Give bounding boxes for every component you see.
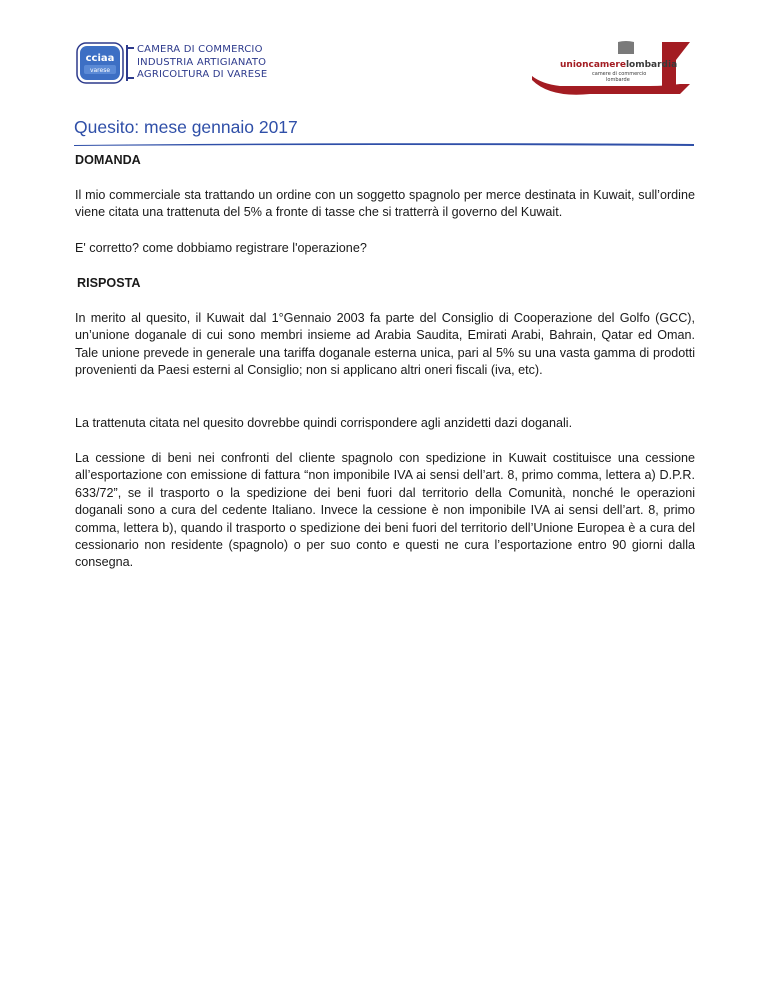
risposta-paragraph-2: La trattenuta citata nel quesito dovrebbe quindi corrispondere agli anzidetti dazi doganali. [75,416,573,430]
page-title: Quesito: mese gennaio 2017 [74,117,298,137]
risposta-paragraph-3: La cessione di beni nei confronti del cliente spagnolo con spedizione in Kuwait costituisce una cessione all’esportazione con emissione di fattura “non imponibile IVA ai sensi dell’art. 8, primo comma, lettera a) D.P.R. 633/72”, se il trasporto o la spedizione dei beni fuori dal territorio della Comunità, nonché le operazioni doganali sono a cura del cedente Italiano. Invece la cessione è non imponibile IVA ai sensi dell’art. 8, primo comma, lettera b), quando il trasporto o spedizione dei beni fuori del territorio dell’Unione Europea è a cura del cessionario non residente (spagnolo) o per suo conto e questi ne cura l’esportazione entro 90 giorni dalla consegna. [75,451,695,570]
brand-sub-1: camere di commercio [592,71,647,77]
chamber-line-2: INDUSTRIA ARTIGIANATO [137,56,267,68]
risposta-heading: RISPOSTA [77,276,141,290]
unioncamere-lombardia-logo [530,40,695,98]
chamber-name [137,44,267,82]
domanda-paragraph-1: Il mio commerciale sta trattando un ordine con un soggetto spagnolo per merce destinata in Kuwait, sull’ordine viene citata una trattenuta del 5% a fronte di tasse che si tratterrà il governo del Kuwait. [75,188,695,220]
domanda-heading: DOMANDA [75,153,141,167]
chamber-line-1: CAMERA DI COMMERCIO [137,44,263,55]
svg-text:unioncamerelombardia [560,60,677,70]
badge-top-text: cciaa [85,53,115,64]
brand-sub-2: lombarde [606,77,630,83]
brand-lombardia: lombardia [625,60,678,70]
domanda-paragraph-2: E' corretto? come dobbiamo registrare l'operazione? [75,241,367,255]
risposta-paragraph-1: In merito al quesito, il Kuwait dal 1°Gennaio 2003 fa parte del Consiglio di Cooperazione del Golfo (GCC), un’unione doganale di cui sono membri insieme ad Arabia Saudita, Emirati Arabi, Bahrain, Qatar ed Oman. Tale unione prevede in generale una tariffa doganale esterna unica, pari al 5% su una vasta gamma di prodotti provenienti da Paesi esterni al Consiglio; non si applicano altri oneri fiscali (iva, etc). [75,311,695,378]
title-underline [74,141,694,147]
brand-unioncamere: unioncamere [560,60,626,70]
badge-bottom-text: varese [89,67,111,74]
chamber-line-3: AGRICOLTURA DI VARESE [137,69,268,80]
